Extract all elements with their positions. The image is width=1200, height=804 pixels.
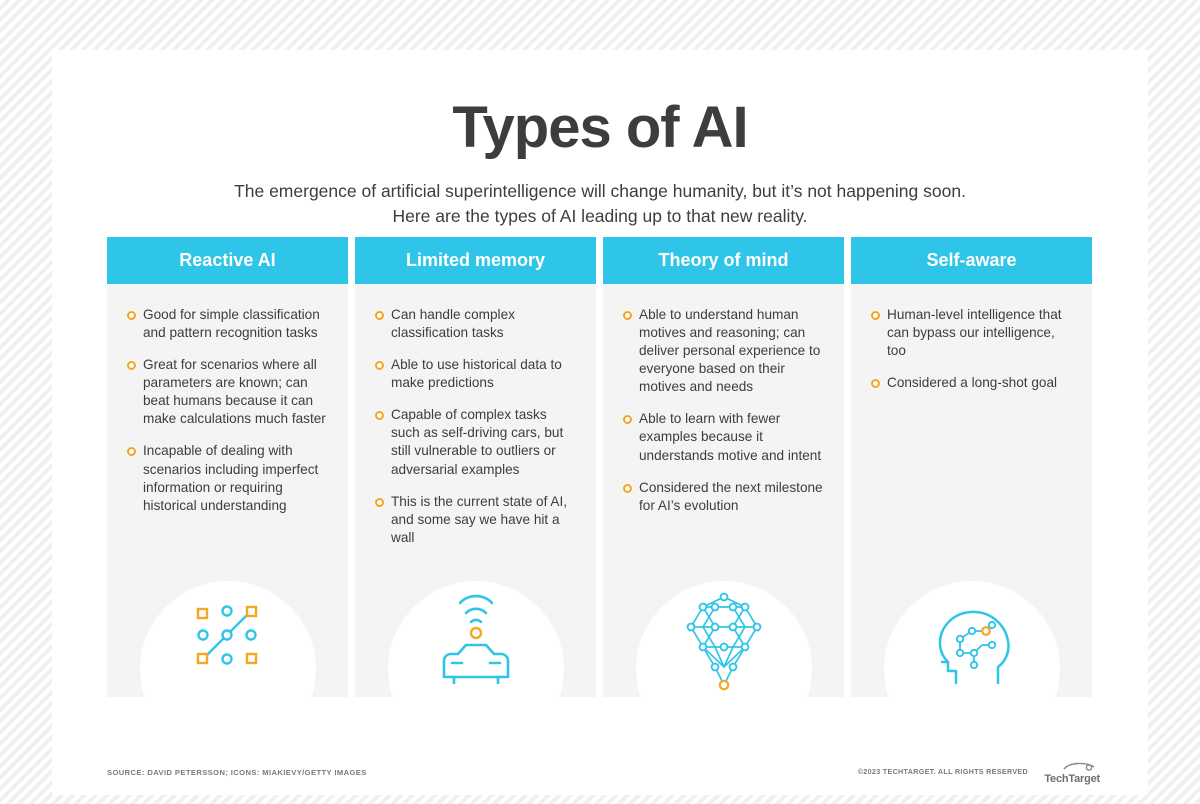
bullet-dot-icon xyxy=(871,379,880,388)
bullet-list xyxy=(107,284,348,515)
infographic-page xyxy=(52,50,1148,795)
bullet-dot-icon xyxy=(127,361,136,370)
source-credit: SOURCE: DAVID PETERSSON; ICONS: MIAKIEVY/GETTY IMAGES xyxy=(107,768,367,777)
bullet-dot-icon xyxy=(375,361,384,370)
list-item xyxy=(871,374,1072,392)
bullet-text: Able to use historical data to make predictions xyxy=(391,357,562,391)
subtitle-line-2: Here are the types of AI leading up to that new reality. xyxy=(392,206,808,227)
list-item xyxy=(127,306,328,342)
list-item xyxy=(375,406,576,478)
self-driving-car-icon xyxy=(388,573,564,697)
bullet-dot-icon xyxy=(623,415,632,424)
bullet-text: Good for simple classification and pattern recognition tasks xyxy=(143,307,320,341)
column-title: Self-aware xyxy=(851,237,1092,284)
techtarget-logo xyxy=(1038,760,1100,785)
ai-head-icon xyxy=(884,573,1060,697)
column-limited-memory xyxy=(355,237,596,697)
page-title: Types of AI xyxy=(452,95,748,160)
bullet-dot-icon xyxy=(127,311,136,320)
bullet-list xyxy=(355,284,596,547)
bullet-dot-icon xyxy=(375,311,384,320)
bullet-list xyxy=(851,284,1092,392)
list-item xyxy=(375,306,576,342)
network-nodes-icon xyxy=(140,573,316,697)
bullet-text: Incapable of dealing with scenarios including imperfect information or requiring historical understanding xyxy=(143,443,319,513)
copyright-text: ©2023 TECHTARGET. ALL RIGHTS RESERVED xyxy=(857,767,1028,776)
list-item xyxy=(623,306,824,396)
list-item xyxy=(127,356,328,428)
list-item xyxy=(127,442,328,514)
logo-wordmark: TechTarget xyxy=(1044,773,1100,785)
page-subtitle xyxy=(52,179,1148,230)
subtitle-line-1: The emergence of artificial superintelligence will change humanity, but it’s not happening soon. xyxy=(234,181,966,201)
column-title: Theory of mind xyxy=(603,237,844,284)
column-title: Limited memory xyxy=(355,237,596,284)
list-item xyxy=(623,479,824,515)
bullet-dot-icon xyxy=(375,498,384,507)
bullet-dot-icon xyxy=(127,447,136,456)
list-item xyxy=(375,356,576,392)
list-item xyxy=(623,410,824,464)
bullet-text: Considered the next milestone for AI’s evolution xyxy=(639,479,823,513)
neural-network-icon xyxy=(636,573,812,697)
bullet-dot-icon xyxy=(623,484,632,493)
bullet-text: Great for scenarios where all parameters are known; can beat humans because it can make calculations much faster xyxy=(143,357,326,427)
bullet-text: Able to understand human motives and reasoning; can deliver personal experience to everyone based on their motives and needs xyxy=(639,307,821,395)
bullet-dot-icon xyxy=(375,411,384,420)
bullet-text: Human-level intelligence that can bypass our intelligence, too xyxy=(887,307,1062,359)
list-item xyxy=(871,306,1072,360)
column-reactive-ai xyxy=(107,237,348,697)
bullet-text: Capable of complex tasks such as self-driving cars, but still vulnerable to outliers or adversarial examples xyxy=(391,407,564,477)
column-title: Reactive AI xyxy=(107,237,348,284)
ai-types-columns xyxy=(107,237,1093,697)
bullet-list xyxy=(603,284,844,515)
bullet-dot-icon xyxy=(623,311,632,320)
column-self-aware xyxy=(851,237,1092,697)
bullet-text: Can handle complex classification tasks xyxy=(391,307,515,341)
column-theory-of-mind xyxy=(603,237,844,697)
bullet-text: Considered a long-shot goal xyxy=(887,375,1058,391)
list-item xyxy=(375,493,576,547)
bullet-text: Able to learn with fewer examples because it understands motive and intent xyxy=(639,411,822,463)
bullet-dot-icon xyxy=(871,311,880,320)
bullet-text: This is the current state of AI, and some say we have hit a wall xyxy=(391,493,568,545)
